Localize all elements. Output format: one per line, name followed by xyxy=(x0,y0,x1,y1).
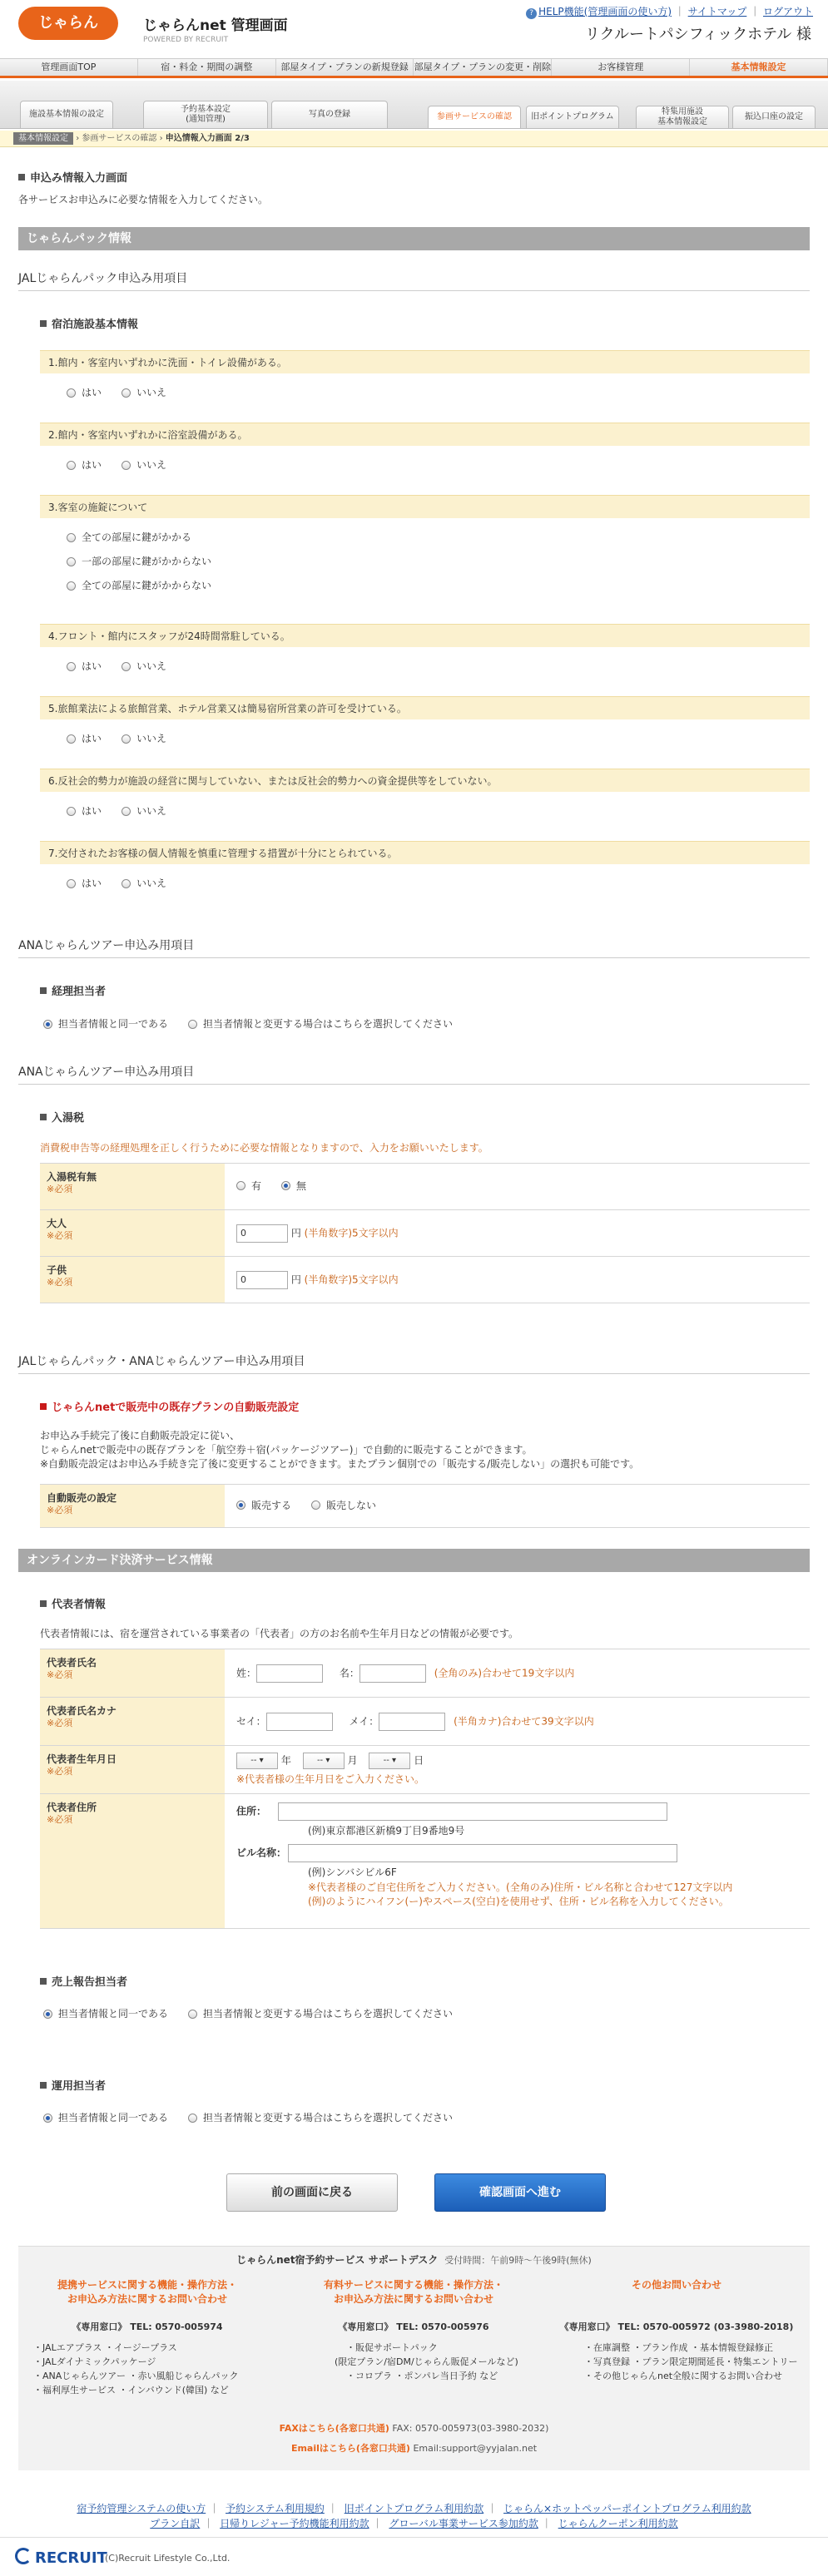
q7-yes[interactable]: はい xyxy=(67,877,102,890)
q3-option-3[interactable]: 全ての部屋に鍵がかからない xyxy=(67,579,211,592)
radio-icon[interactable] xyxy=(67,734,76,744)
breadcrumb-root[interactable]: 基本情報設定 xyxy=(13,132,73,145)
hotel-name: リクルートパシフィックホテル 様 xyxy=(584,26,811,43)
radio-icon[interactable] xyxy=(311,1501,320,1510)
copyright-bar xyxy=(0,2537,828,2576)
accounting-change-option[interactable]: 担当者情報と変更する場合はこちらを選択してください xyxy=(188,1017,453,1031)
support-col-paid: 有料サービスに関する機能・操作方法・ お申込み方法に関するお問い合わせ 《専用窓口》 TEL: 0570-005976 ・販促サポートパック (限定プラン/宿DM/じゃらん販促メールなど) ・コロプラ ・ポンパレ当日予約 など xyxy=(323,2279,518,2382)
radio-icon[interactable] xyxy=(121,461,131,470)
rep-address-label: 代表者住所 ※必須 xyxy=(40,1794,225,1929)
building-example: (例)シンバシビル6F xyxy=(308,1866,397,1879)
bottom-links: 宿予約管理システムの使い方 ｜ 予約システム利用規約 ｜ 旧ポイントプログラム利用約款 ｜ じゃらん×ホットペッパーポイントプログラム利用約款 プラン自訳 ｜ 日帰りレジャー予約機能利用約款 ｜ グローバル事業サービス参加約款 ｜ じゃらんクーポン利用約款 xyxy=(77,2503,751,2529)
building-input[interactable] xyxy=(288,1844,677,1862)
nav-new-plan[interactable]: 部屋タイプ・プランの新規登録 xyxy=(276,59,414,76)
radio-icon[interactable] xyxy=(188,2010,197,2019)
breadcrumb: 基本情報設定 › 参画サービスの確認 › 申込情報入力画面 2/3 xyxy=(0,131,828,147)
radio-icon[interactable] xyxy=(188,2114,197,2123)
support-col-other: その他お問い合わせ 《専用窓口》 TEL: 0570-005972 (03-3980-2018) ・在庫調整 ・プラン作成 ・基本情報登録修正 ・写真登録 ・プラン限定期間延長・特集エントリー ・その他じゃらんnet全般に関するお問い合わせ xyxy=(559,2279,798,2382)
next-button[interactable]: 確認画面へ進む xyxy=(434,2173,606,2212)
representative-table xyxy=(40,1649,810,1929)
q5-no[interactable]: いいえ xyxy=(121,732,166,745)
address-example: (例)東京都港区新橋9丁目9番地9号 xyxy=(308,1825,465,1837)
radio-icon[interactable] xyxy=(281,1181,290,1190)
radio-icon[interactable] xyxy=(67,879,76,888)
card-band: オンラインカード決済サービス情報 xyxy=(18,1549,810,1572)
subnav-reservation-settings[interactable]: 予約基本設定 (通知管理) xyxy=(143,101,268,129)
radio-icon[interactable] xyxy=(67,807,76,816)
nav-top[interactable]: 管理画面TOP xyxy=(0,59,138,76)
rep-first-kana-input[interactable] xyxy=(379,1713,445,1731)
radio-icon[interactable] xyxy=(67,533,76,542)
adult-label: 大人 ※必須 xyxy=(40,1210,225,1257)
link-hotpepper-point-terms[interactable]: じゃらん×ホットペッパーポイントプログラム利用約款 xyxy=(503,2503,751,2514)
question-6: 6.反社会的勢力が施設の経営に関与していない、または反社会的勢力への資金提供等をしていない。 xyxy=(40,769,810,792)
ana-tour-heading-2: ANAじゃらんツアー申込み用項目 xyxy=(18,1065,810,1085)
nav-basic-settings[interactable]: 基本情報設定 xyxy=(690,59,828,76)
question-3: 3.客室の施錠について xyxy=(40,495,810,518)
subnav-facility-info[interactable]: 施設基本情報の設定 xyxy=(20,101,113,129)
representative-heading: 代表者情報 xyxy=(40,1598,106,1613)
q2-yes[interactable]: はい xyxy=(67,458,102,472)
radio-icon[interactable] xyxy=(67,662,76,671)
question-4: 4.フロント・館内にスタッフが24時間常駐している。 xyxy=(40,624,810,647)
logout-link[interactable]: ログアウト xyxy=(762,6,813,17)
question-5: 5.旅館業法による旅館営業、ホテル営業又は簡易宿所営業の許可を受けている。 xyxy=(40,696,810,719)
bath-tax-table xyxy=(40,1163,810,1303)
bath-tax-heading: 入湯税 xyxy=(40,1111,84,1126)
radio-icon[interactable] xyxy=(121,879,131,888)
operation-change[interactable]: 担当者情報と変更する場合はこちらを選択してください xyxy=(188,2111,453,2124)
breadcrumb-current: 申込情報入力画面 2/3 xyxy=(165,134,250,143)
subnav-photos[interactable]: 写真の登録 xyxy=(271,101,388,129)
main-nav xyxy=(0,58,828,78)
support-title: じゃらんnet宿予約サービス サポートデスク xyxy=(236,2254,439,2266)
radio-icon[interactable] xyxy=(43,2114,52,2123)
support-hours: 受付時間：午前9時〜午後9時(無休) xyxy=(444,2255,592,2266)
sales-report-change[interactable]: 担当者情報と変更する場合はこちらを選択してください xyxy=(188,2007,453,2020)
subnav-service-check[interactable]: 参画サービスの確認 xyxy=(428,106,521,129)
support-fax: FAXはこちら(各窓口共通) FAX: 0570-005973(03-3980-2032) xyxy=(279,2423,549,2434)
radio-icon[interactable] xyxy=(188,1020,197,1029)
subnav-old-point[interactable]: 旧ポイントプログラム xyxy=(526,106,619,129)
adult-tax-input[interactable]: 0 xyxy=(236,1224,288,1243)
q6-yes[interactable]: はい xyxy=(67,804,102,818)
rep-first-name-input[interactable] xyxy=(359,1664,426,1683)
nav-customers[interactable]: お客様管理 xyxy=(552,59,690,76)
sales-report-heading: 売上報告担当者 xyxy=(40,1975,127,1990)
bath-tax-no[interactable]: 無 xyxy=(281,1179,306,1193)
help-icon: ? xyxy=(526,8,537,19)
sales-report-options xyxy=(43,2007,473,2020)
sales-report-same[interactable]: 担当者情報と同一である xyxy=(43,2007,168,2020)
recruit-logo: RECRUIT xyxy=(15,2548,107,2569)
auto-sale-options xyxy=(236,1499,396,1512)
subnav-feature-info[interactable]: 特集用施設 基本情報設定 xyxy=(636,106,729,129)
ana-tour-heading-1: ANAじゃらんツアー申込み用項目 xyxy=(18,938,810,958)
jal-pack-heading: JALじゃらんパック申込み用項目 xyxy=(18,271,810,291)
link-reservation-terms[interactable]: 予約システム利用規約 xyxy=(226,2503,325,2514)
radio-icon[interactable] xyxy=(67,581,76,591)
radio-icon[interactable] xyxy=(43,1020,52,1029)
child-tax-input[interactable]: 0 xyxy=(236,1271,288,1289)
brand-subtitle: POWERED BY RECRUIT xyxy=(143,36,229,44)
q1-options xyxy=(67,386,186,399)
radio-icon[interactable] xyxy=(43,2010,52,2019)
q7-options xyxy=(67,877,186,890)
q3-option-1[interactable]: 全ての部屋に鍵がかかる xyxy=(67,531,191,544)
q7-no[interactable]: いいえ xyxy=(121,877,166,890)
auto-sale-nosell[interactable]: 販売しない xyxy=(311,1499,376,1512)
rep-birth-label: 代表者生年月日 ※必須 xyxy=(40,1746,225,1794)
q4-options xyxy=(67,660,186,673)
accounting-same-option[interactable]: 担当者情報と同一である xyxy=(43,1017,168,1031)
rep-kana-label: 代表者氏名カナ ※必須 xyxy=(40,1698,225,1746)
facility-info-heading: 宿泊施設基本情報 xyxy=(40,318,138,333)
q6-no[interactable]: いいえ xyxy=(121,804,166,818)
address-note-1: ※代表者様のご自宅住所をご入力ください。(全角のみ)住所・ビル名称と合わせて127文字以内 xyxy=(308,1881,733,1894)
birth-year-select[interactable]: -- ▾ xyxy=(236,1753,278,1769)
table-row xyxy=(40,1485,810,1528)
radio-icon[interactable] xyxy=(236,1501,245,1510)
q2-options xyxy=(67,458,186,472)
birth-month-select[interactable]: -- ▾ xyxy=(303,1753,345,1769)
radio-icon[interactable] xyxy=(67,388,76,398)
table-row: 大人 ※必須 0 円 (半角数字)5文字以内 xyxy=(40,1210,810,1257)
header xyxy=(0,0,828,58)
representative-description: 代表者情報には、宿を運営されている事業者の「代表者」の方のお名前や生年月日などの情報が必要です。 xyxy=(40,1628,519,1639)
operation-options xyxy=(43,2111,473,2124)
nav-edit-plan[interactable]: 部屋タイプ・プランの変更・削除 xyxy=(414,59,552,76)
q5-yes[interactable]: はい xyxy=(67,732,102,745)
radio-icon[interactable] xyxy=(121,734,131,744)
accounting-contact-heading: 経理担当者 xyxy=(40,985,106,1000)
bath-tax-options xyxy=(236,1179,326,1193)
copyright-text: (C)Recruit Lifestyle Co.,Ltd. xyxy=(105,2553,231,2564)
table-row: 代表者住所 ※必須 住所： (例)東京都港区新橋9丁目9番地9号 ビル名称： (例)シンバシビル6F ※代表者様のご自宅住所をご入力ください。(全角のみ)住所・ビル名称と合わせて127文字以内 (例)のようにハイフン(ー)やスペース(空白)を使用せず、住所・ビル名称を入力してください。 xyxy=(40,1794,810,1929)
question-7: 7.交付されたお客様の個人情報を慎重に管理する措置が十分にとられている。 xyxy=(40,841,810,864)
page-description: 各サービスお申込みに必要な情報を入力してください。 xyxy=(18,194,269,205)
operation-same[interactable]: 担当者情報と同一である xyxy=(43,2111,168,2124)
address-note-2: (例)のようにハイフン(ー)やスペース(空白)を使用せず、住所・ビル名称を入力してください。 xyxy=(308,1895,729,1907)
sitemap-link[interactable]: サイトマップ xyxy=(687,6,747,17)
link-dayuse-terms[interactable]: 日帰りレジャー予約機能利用約款 xyxy=(220,2518,369,2529)
auto-sale-label: 自動販売の設定 ※必須 xyxy=(40,1485,225,1528)
auto-sale-description: お申込み手続完了後に自動販売設定に従い、 じゃらんnetで販売中の既存プランを「航空券＋宿(パッケージツアー)」で自動的に販売することができます。 ※自動販売設定はお申込み手続き完了後に変更することができます。またプラン個別での「販売する/販売しない」の選択も可能です。 xyxy=(40,1430,640,1470)
link-plan[interactable]: プラン自訳 xyxy=(150,2518,201,2529)
brand-title: じゃらんnet 管理画面 xyxy=(143,17,288,34)
accounting-contact-options xyxy=(43,1017,473,1031)
link-coupon-terms[interactable]: じゃらんクーポン利用約款 xyxy=(558,2518,678,2529)
operation-heading: 運用担当者 xyxy=(40,2079,106,2094)
breadcrumb-middle[interactable]: 参画サービスの確認 xyxy=(82,134,157,143)
question-2: 2.館内・客室内いずれかに浴室設備がある。 xyxy=(40,423,810,446)
bath-tax-label: 入湯税有無 ※必須 xyxy=(40,1164,225,1210)
rep-last-kana-input[interactable] xyxy=(266,1713,333,1731)
link-old-point-terms[interactable]: 旧ポイントプログラム利用約款 xyxy=(344,2503,484,2514)
table-row: 代表者生年月日 ※必須 -- ▾ 年 -- ▾ 月 -- ▾ 日 ※代表者様の生年月日をご入力ください。 xyxy=(40,1746,810,1794)
q6-options xyxy=(67,804,186,818)
radio-icon[interactable] xyxy=(236,1181,245,1190)
table-row: 代表者氏名 ※必須 姓： 名： (全角のみ)合わせて19文字以内 xyxy=(40,1649,810,1698)
q1-yes[interactable]: はい xyxy=(67,386,102,399)
support-col-partner: 提携サービスに関する機能・操作方法・ お申込み方法に関するお問い合わせ 《専用窓口》 TEL: 0570-005974 ・JALエアプラス ・イージープラス ・JALダイナミックパッケージ ・ANAじゃらんツアー ・赤い風船じゃらんパック ・福利厚生サービス ・インバウンド(韓国) など xyxy=(33,2279,239,2396)
auto-sale-heading: じゃらんnetで販売中の既存プランの自動販売設定 xyxy=(40,1401,299,1416)
bath-tax-notice: 消費税申告等の経理処理を正しく行うために必要な情報となりますので、入力をお願いいたします。 xyxy=(40,1142,488,1154)
q2-no[interactable]: いいえ xyxy=(121,458,166,472)
birth-day-select[interactable]: -- ▾ xyxy=(369,1753,410,1769)
jal-ana-heading: JALじゃらんパック・ANAじゃらんツアー申込み用項目 xyxy=(18,1354,810,1374)
q5-options xyxy=(67,732,186,745)
subnav-bank-account[interactable]: 振込口座の設定 xyxy=(732,106,816,129)
rep-last-name-input[interactable] xyxy=(256,1664,323,1683)
radio-icon[interactable] xyxy=(67,557,76,566)
bath-tax-yes[interactable]: 有 xyxy=(236,1179,261,1193)
question-1: 1.館内・客室内いずれかに洗面・トイレ設備がある。 xyxy=(40,350,810,373)
back-button[interactable]: 前の画面に戻る xyxy=(226,2173,398,2212)
support-email: Emailはこちら(各窓口共通) Email:support@yyjalan.net xyxy=(290,2443,538,2454)
page-title: 申込み情報入力画面 xyxy=(18,171,127,186)
auto-sale-table xyxy=(40,1484,810,1528)
sub-nav xyxy=(0,81,828,129)
address-input[interactable] xyxy=(278,1802,667,1821)
q4-yes[interactable]: はい xyxy=(67,660,102,673)
radio-icon[interactable] xyxy=(121,388,131,398)
jalan-logo[interactable]: じゃらん xyxy=(18,7,118,40)
table-row: 子供 ※必須 0 円 (半角数字)5文字以内 xyxy=(40,1257,810,1303)
child-label: 子供 ※必須 xyxy=(40,1257,225,1303)
q4-no[interactable]: いいえ xyxy=(121,660,166,673)
radio-icon[interactable] xyxy=(121,807,131,816)
radio-icon[interactable] xyxy=(67,461,76,470)
link-manual[interactable]: 宿予約管理システムの使い方 xyxy=(77,2503,206,2514)
birth-note: ※代表者様の生年月日をご入力ください。 xyxy=(236,1773,425,1786)
nav-price-adjust[interactable]: 宿・料金・期間の調整 xyxy=(138,59,276,76)
link-global-terms[interactable]: グローバル事業サービス参加約款 xyxy=(389,2518,538,2529)
radio-icon[interactable] xyxy=(121,662,131,671)
jalan-pack-band: じゃらんパック情報 xyxy=(18,227,810,250)
support-footer xyxy=(18,2246,810,2470)
table-row xyxy=(40,1164,810,1210)
auto-sale-sell[interactable]: 販売する xyxy=(236,1499,291,1512)
help-link[interactable]: HELP機能(管理画面の使い方) xyxy=(538,6,672,17)
top-links: ? HELP機能(管理画面の使い方) ｜ サイトマップ ｜ ログアウト xyxy=(526,5,813,19)
rep-name-label: 代表者氏名 ※必須 xyxy=(40,1649,225,1698)
q3-option-2[interactable]: 一部の部屋に鍵がかからない xyxy=(67,555,211,568)
table-row: 代表者氏名カナ ※必須 セイ： メイ： (半角カナ)合わせて39文字以内 xyxy=(40,1698,810,1746)
q1-no[interactable]: いいえ xyxy=(121,386,166,399)
